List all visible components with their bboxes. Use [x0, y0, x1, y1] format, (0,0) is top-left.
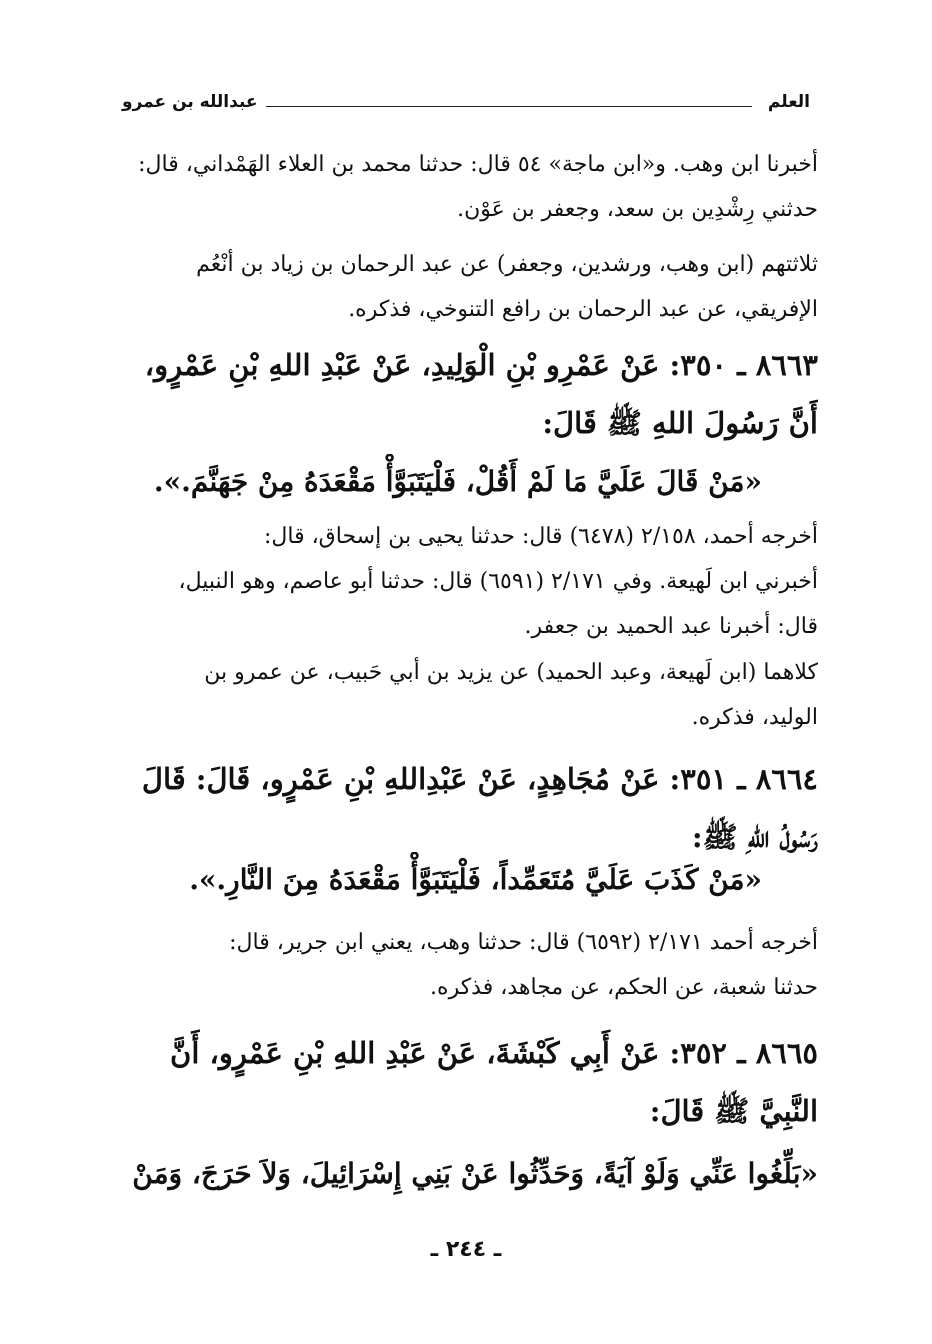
hadith-quote-line: «مَنْ كَذَبَ عَلَيَّ مُتَعَمِّداً، فَلْيَتَبَوَّأْ مَقْعَدَهُ مِنَ النَّارِ.». [189, 863, 762, 896]
hadith-8663-heading [114, 336, 818, 452]
paragraph-takhrij-8664 [114, 920, 818, 1010]
text-line: أخبرني ابن لَهيعة. وفي ٢/١٧١ (٦٥٩١) قال: حدثنا أبو عاصم، وهو النبيل، [178, 569, 818, 594]
text-line: الإفريقي، عن عبد الرحمان بن رافع التنوخي، فذكره. [348, 297, 818, 322]
paragraph-source-chain-2 [114, 242, 818, 332]
text-line: كلاهما (ابن لَهيعة، وعبد الحميد) عن يزيد بن أبي حَبيب، عن عمرو بن [204, 660, 818, 685]
hadith-line: ٨٦٦٤ ـ ٣٥١: عَنْ مُجَاهِدٍ، عَنْ عَبْدِاللهِ بْنِ عَمْرٍو، قَالَ: قَالَ [141, 762, 818, 796]
hadith-8664-heading [114, 750, 818, 866]
running-header [114, 92, 818, 118]
text-line: حدثنا شعبة، عن الحكم، عن مجاهد، فذكره. [430, 975, 818, 1000]
paragraph-isnad-8663 [114, 650, 818, 740]
hadith-quote-line: «بَلِّغُوا عَنِّي وَلَوْ آيَةً، وَحَدِّثُوا عَنْ بَنِي إِسْرَائِيلَ، وَلاَ حَرَجَ، وَمَنْ [132, 1157, 818, 1190]
paragraph-takhrij-8663 [114, 514, 818, 649]
header-section-title: عبدالله بن عمرو [114, 92, 266, 112]
hadith-line: ٨٦٦٥ ـ ٣٥٢: عَنْ أَبِي كَبْشَةَ، عَنْ عَبْدِ اللهِ بْنِ عَمْرٍو، أَنَّ [170, 1036, 818, 1070]
hadith-8664-text [114, 852, 762, 908]
hadith-line: ٨٦٦٣ ـ ٣٥٠: عَنْ عَمْرِو بْنِ الْوَلِيدِ، عَنْ عَبْدِ اللهِ بْنِ عَمْرٍو، [144, 348, 818, 382]
hadith-line: رَسُولُ اللهِ ﷺ: [691, 820, 818, 854]
hadith-8665-heading [114, 1024, 818, 1140]
text-line: حدثني رِشْدِين بن سعد، وجعفر بن عَوْن. [457, 197, 818, 222]
hadith-8665-text [114, 1146, 818, 1202]
header-chapter-title: العلم [760, 92, 818, 112]
header-rule [230, 106, 752, 107]
text-line: أخبرنا ابن وهب. و«ابن ماجة» ٥٤ قال: حدثنا محمد بن العلاء الهَمْداني، قال: [138, 152, 818, 177]
page-number: ـ ٢٤٤ ـ [430, 1237, 502, 1262]
text-line: أخرجه أحمد، ٢/١٥٨ (٦٤٧٨) قال: حدثنا يحيى بن إسحاق، قال: [263, 524, 818, 549]
text-line: ثلاثتهم (ابن وهب، ورشدين، وجعفر) عن عبد الرحمان بن زياد بن أنْعُم [196, 252, 818, 277]
hadith-quote-line: «مَنْ قَالَ عَلَيَّ مَا لَمْ أَقُلْ، فَلْيَتَبَوَّأْ مَقْعَدَهُ مِنْ جَهَنَّمَ.». [153, 465, 762, 498]
hadith-line: أَنَّ رَسُولَ اللهِ ﷺ قَالَ: [542, 406, 818, 440]
hadith-8663-text [114, 454, 762, 510]
text-line: الوليد، فذكره. [691, 705, 818, 730]
text-line: أخرجه أحمد ٢/١٧١ (٦٥٩٢) قال: حدثنا وهب، يعني ابن جرير، قال: [229, 930, 818, 955]
paragraph-source-chain-1 [114, 142, 818, 232]
text-line: قال: أخبرنا عبد الحميد بن جعفر. [524, 614, 818, 639]
hadith-line: النَّبِيَّ ﷺ قَالَ: [649, 1094, 818, 1128]
